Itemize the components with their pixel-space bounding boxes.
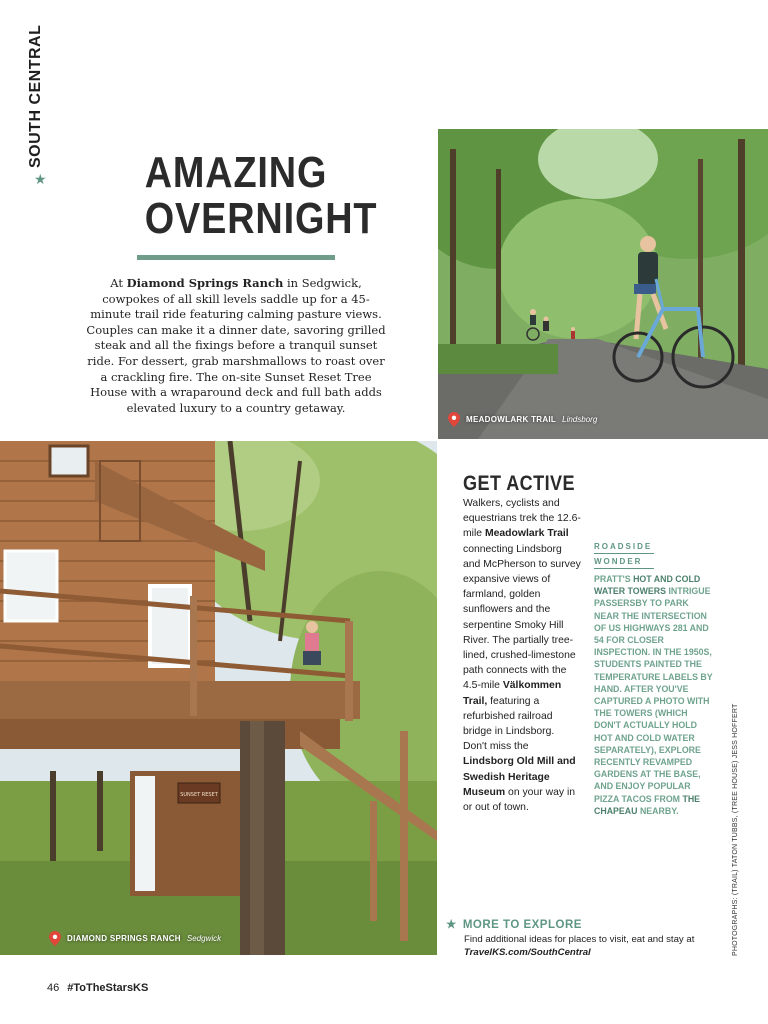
photo-credits: PHOTOGRAPHS: (TRAIL) TATON TUBBS, (TREE HOUSE) JESS HOFFERT (732, 703, 739, 956)
roadside-text-2: INTRIGUE PASSERSBY TO PARK NEAR THE INTERSECTION OF US HIGHWAYS 281 AND 54 FOR CLOSER INSPECTION. IN THE 1950S, STUDENTS PAINTED THE TEMPERATURE LABELS BY HAND. AFTER YOU'VE CAPTURED A PHOTO WITH THE TOWERS (WHICH DON'T ACTUALLY HOLD HOT AND COLD WATER SEPARATELY), EXPLORE RECENTLY REVAMPED GARDENS AT THE BASE, AND ENJOY POPULAR PIZZA TACOS FROM (594, 586, 713, 804)
museum-name: Lindsborg Old Mill and Swedish Heritage Museum (463, 756, 576, 798)
water-towers-name: HOT AND COLD WATER TOWERS (594, 574, 701, 597)
get-active-text-1: Walkers, cyclists and equestrians trek the 12.6-mile (463, 498, 581, 540)
trail-illustration (438, 129, 768, 439)
intro-paragraph (86, 276, 386, 416)
treehouse-caption-name: DIAMOND SPRINGS RANCH (67, 934, 181, 943)
more-to-explore-title: MORE TO EXPLORE (462, 919, 582, 931)
roadside-label-line-1: ROADSIDE (594, 541, 654, 554)
location-pin-icon (448, 412, 460, 427)
roadside-label-line-2: WONDER (594, 556, 654, 569)
treehouse-caption-location: Sedgwick (186, 934, 222, 943)
sunset-reset-sign: SUNSET RESET (180, 792, 218, 798)
trail-caption-location: Lindsborg (562, 415, 598, 424)
chapeau-name: THE CHAPEAU (594, 793, 701, 816)
tree-house-photo (0, 441, 437, 955)
get-active-text-2: connecting Lindsborg and McPherson to survey expansive views of farmland, golden sunflowers and the serpentine Smoky Hill River. The partially tree-lined, crushed-limestone path connects with the 4.5-mile (463, 543, 581, 692)
meadowlark-trail-photo (438, 129, 768, 439)
intro-ranch-name: Diamond Springs Ranch (126, 276, 284, 290)
meadowlark-trail-name: Meadowlark Trail (484, 528, 569, 540)
roadside-text-1: PRATT'S (594, 574, 634, 584)
treehouse-photo-caption (49, 931, 221, 946)
intro-text-2: in Sedgwick, cowpokes of all skill levels saddle up for a 45-minute trail ride featuring calming pasture views. Couples can make it a dinner date, savoring grilled steak and all the fixings before a tranquil sunset ride. For dessert, grab marshmallows to roast over a crackling fire. The on-site Sunset Reset Tree House with a wraparound deck and full bath adds elevated luxury to a country getaway. (86, 276, 386, 415)
page-footer (47, 982, 148, 994)
intro-text-1: At (110, 276, 127, 290)
more-to-explore-body (464, 933, 726, 959)
headline-line-2: OVERNIGHT (144, 194, 378, 243)
get-active-heading: GET ACTIVE (463, 472, 576, 495)
more-to-explore-heading (446, 917, 726, 931)
trail-caption-name: MEADOWLARK TRAIL (466, 415, 557, 424)
star-icon: ★ (34, 172, 47, 188)
more-to-explore (446, 917, 726, 959)
get-active-text-4: on your way in or out of town. (463, 786, 576, 814)
tree-house-illustration (0, 441, 437, 955)
more-to-explore-text: Find additional ideas for places to visit, eat and stay at (464, 934, 695, 945)
section-label (14, 24, 66, 188)
travelks-link[interactable]: TravelKS.com/SouthCentral (464, 947, 591, 958)
hashtag: #ToTheStarsKS (67, 982, 149, 994)
location-pin-icon (49, 931, 61, 946)
roadside-wonder-label (594, 541, 664, 571)
headline-line-1: AMAZING (144, 148, 328, 197)
valkommen-trail-name: Välkommen Trail, (463, 680, 562, 707)
get-active-text-3: featuring a refurbished railroad bridge in Lindsborg. Don't miss the (463, 695, 555, 753)
star-icon: ★ (446, 919, 457, 931)
page-headline (144, 148, 378, 243)
page-number: 46 (47, 982, 60, 994)
trail-photo-caption (448, 412, 597, 427)
roadside-text-3: NEARBY. (637, 805, 679, 816)
headline-underline (137, 255, 335, 260)
roadside-wonder-paragraph (594, 573, 716, 817)
section-label-text: SOUTH CENTRAL (27, 24, 44, 168)
get-active-paragraph (463, 496, 581, 815)
